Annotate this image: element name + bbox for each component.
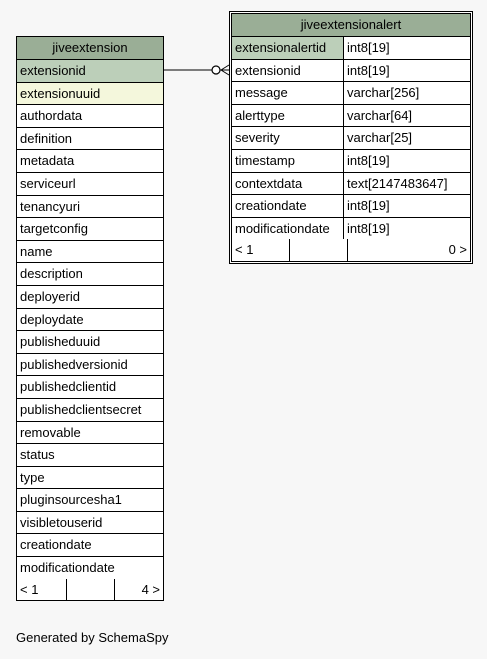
table-row bbox=[17, 534, 163, 557]
column-name: creationdate bbox=[20, 537, 92, 553]
table-row bbox=[17, 467, 163, 490]
table-row bbox=[232, 60, 470, 83]
column-name: metadata bbox=[20, 153, 75, 169]
column-name: timestamp bbox=[232, 150, 344, 172]
column-name: creationdate bbox=[232, 195, 344, 217]
column-name: targetconfig bbox=[20, 221, 88, 237]
column-name: tenancyuri bbox=[20, 198, 80, 214]
column-name: publisheduuid bbox=[20, 334, 101, 350]
column-type: int8[19] bbox=[344, 37, 470, 59]
column-name: visibletouserid bbox=[20, 514, 103, 530]
table-jiveextension[interactable] bbox=[16, 36, 164, 601]
table-row bbox=[232, 37, 470, 60]
table-row bbox=[232, 127, 470, 150]
column-name: extensionid bbox=[232, 60, 344, 82]
column-name: description bbox=[20, 266, 83, 282]
footer-middle bbox=[290, 239, 348, 261]
table-jiveextensionalert[interactable] bbox=[229, 11, 473, 264]
table-row bbox=[17, 444, 163, 467]
column-name: publishedclientsecret bbox=[20, 401, 142, 417]
column-type: int8[19] bbox=[347, 198, 390, 214]
table-row bbox=[232, 150, 470, 173]
column-type: int8[19] bbox=[347, 220, 390, 236]
crowfoot-lower bbox=[221, 70, 229, 75]
column-name: deployerid bbox=[20, 288, 80, 304]
table-row bbox=[17, 173, 163, 196]
table-row bbox=[17, 399, 163, 422]
column-name: publishedclientid bbox=[20, 379, 117, 395]
table-row bbox=[17, 309, 163, 332]
table-row bbox=[17, 218, 163, 241]
column-name: name bbox=[20, 243, 53, 259]
footer-children: 4 > bbox=[141, 581, 160, 597]
column-type: varchar[256] bbox=[347, 85, 420, 101]
column-type: text[2147483647] bbox=[347, 175, 448, 191]
table-row bbox=[17, 512, 163, 535]
table-title: jiveextension bbox=[17, 37, 163, 60]
footer-middle bbox=[67, 579, 115, 601]
table-title: jiveextensionalert bbox=[232, 14, 470, 37]
table-row bbox=[17, 557, 163, 579]
table-row bbox=[232, 218, 470, 240]
edge-optional-marker bbox=[212, 66, 220, 74]
column-name: modificationdate bbox=[20, 560, 115, 576]
column-name: extensionalertid bbox=[232, 37, 344, 59]
table-row bbox=[17, 196, 163, 219]
footer-parents: < 1 bbox=[232, 239, 290, 261]
table-row bbox=[17, 105, 163, 128]
table-row bbox=[232, 82, 470, 105]
table-row bbox=[17, 354, 163, 377]
table-row bbox=[17, 422, 163, 445]
column-name: serviceurl bbox=[20, 175, 76, 191]
column-name: message bbox=[232, 82, 344, 104]
column-name: pluginsourcesha1 bbox=[20, 492, 122, 508]
footer-parents: < 1 bbox=[17, 579, 67, 601]
column-name: modificationdate bbox=[232, 218, 344, 240]
column-name: definition bbox=[20, 130, 73, 146]
column-name: alerttype bbox=[232, 105, 344, 127]
table-row bbox=[232, 195, 470, 218]
column-name: status bbox=[20, 447, 55, 463]
footer-children: 0 > bbox=[448, 242, 467, 258]
table-row bbox=[17, 128, 163, 151]
column-name: severity bbox=[232, 127, 344, 149]
column-name: authordata bbox=[20, 108, 83, 124]
table-row bbox=[17, 376, 163, 399]
table-row bbox=[17, 489, 163, 512]
table-footer bbox=[232, 239, 470, 261]
table-row bbox=[17, 60, 163, 83]
crowfoot-upper bbox=[221, 65, 229, 70]
table-row bbox=[17, 263, 163, 286]
table-row bbox=[17, 241, 163, 264]
column-type: varchar[64] bbox=[347, 107, 413, 123]
table-row bbox=[17, 83, 163, 106]
column-name: contextdata bbox=[232, 173, 344, 195]
table-row bbox=[17, 331, 163, 354]
table-row bbox=[232, 173, 470, 196]
generated-by-note: Generated by SchemaSpy bbox=[16, 630, 169, 645]
column-type: varchar[25] bbox=[347, 130, 413, 146]
column-name: removable bbox=[20, 424, 81, 440]
column-name: type bbox=[20, 469, 45, 485]
table-row bbox=[232, 105, 470, 128]
column-name: publishedversionid bbox=[20, 356, 128, 372]
column-name: deploydate bbox=[20, 311, 84, 327]
column-name: extensionuuid bbox=[20, 85, 101, 101]
table-footer bbox=[17, 579, 163, 601]
column-type: int8[19] bbox=[347, 152, 390, 168]
column-name: extensionid bbox=[20, 63, 86, 78]
column-type: int8[19] bbox=[347, 62, 390, 78]
table-row bbox=[17, 286, 163, 309]
table-row bbox=[17, 150, 163, 173]
